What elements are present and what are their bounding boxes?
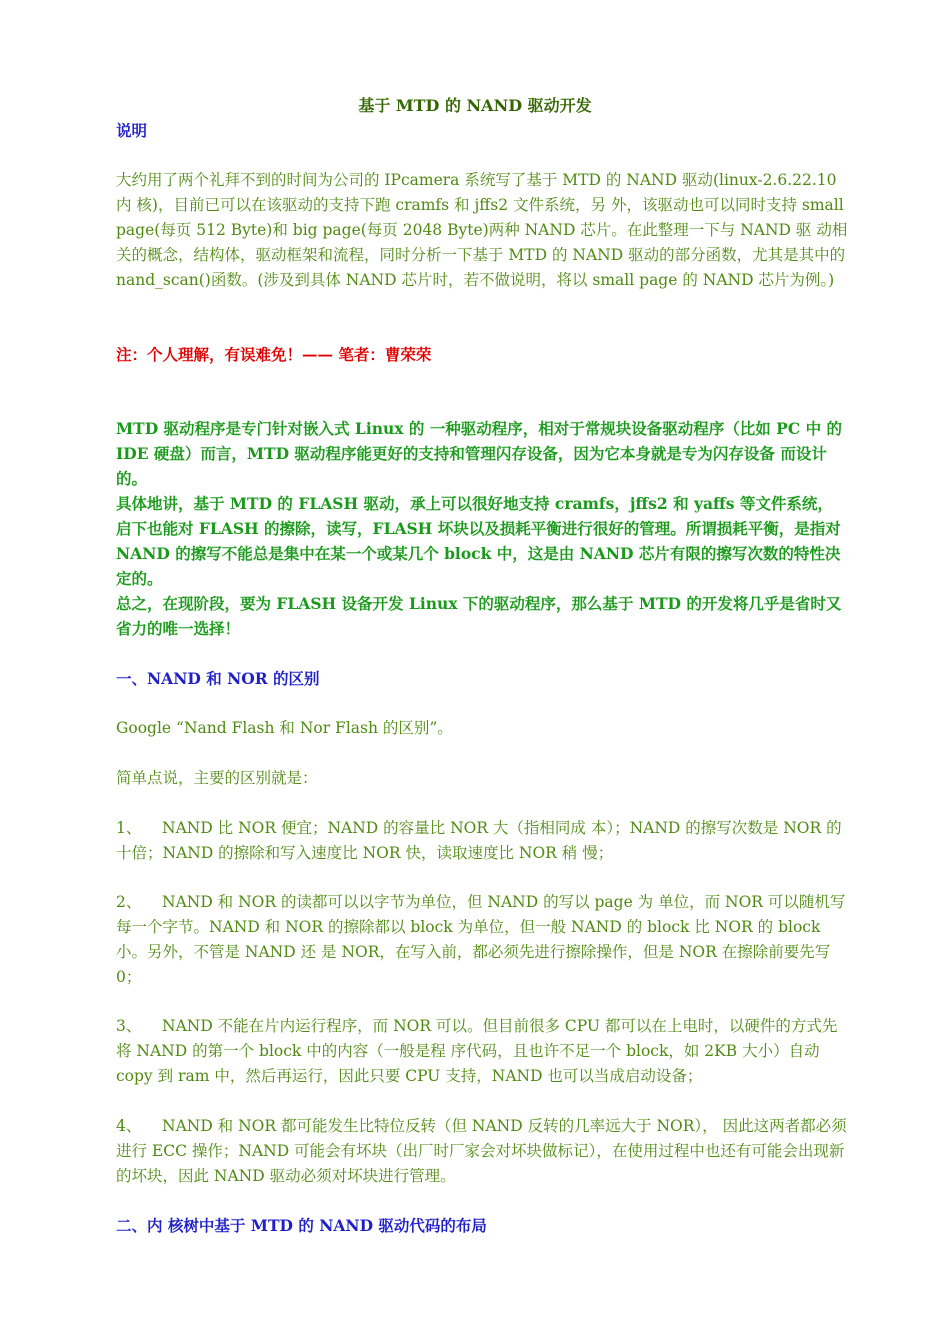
list-item-text: NAND 和 NOR 的读都可以以字节为单位，但 NAND 的写以 page 为 单位，而 NOR 可以随机写每一个字节。NAND 和 NOR 的擦除都以 block 为单位，但一般 NAND 的 block 比 NOR 的 block 小。另外，不管是 NAND 还 是 NOR，在写入前，都必须先进行擦除操作，但是 NOR 在擦除前要先写 0； xyxy=(116,893,846,986)
list-item xyxy=(116,816,848,866)
list-item-text: NAND 不能在片内运行程序，而 NOR 可以。但目前很多 CPU 都可以在上电时，以硬件的方式先将 NAND 的第一个 block 中的内容（一般是程 序代码，且也许不足一个 block，如 2KB 大小）自动 copy 到 ram 中，然后再运行，因此只要 CPU 支持，NAND 也可以当成启动设备； xyxy=(116,1017,838,1085)
list-item-number: 2、 xyxy=(116,893,142,911)
summary-intro: 简单点说，主要的区别就是： xyxy=(116,769,318,787)
mtd-paragraph-2: 具体地讲，基于 MTD 的 FLASH 驱动，承上可以很好地支持 cramfs，jffs2 和 yaffs 等文件系统，启下也能对 FLASH 的擦除，读写，FLASH 坏块以及损耗平衡进行很好的管理。所谓损耗平衡，是指对 NAND 的擦写不能总是集中在某一个或某几个 block 中，这是由 NAND 芯片有限的擦写次数的特性决定的。 xyxy=(116,494,841,588)
author-note: 注：个人理解，有误难免！—— 笔者：曹荣荣 xyxy=(116,345,432,364)
mtd-paragraph-1: MTD 驱动程序是专门针对嵌入式 Linux 的 一种驱动程序，相对于常规块设备驱动程序（比如 PC 中 的 IDE 硬盘）而言，MTD 驱动程序能更好的支持和管理闪存设备，因为它本身就是专为闪存设备 而设计的。 xyxy=(116,419,842,488)
list-item xyxy=(116,1014,848,1089)
intro-paragraph: 大约用了两个礼拜不到的时间为公司的 IPcamera 系统写了基于 MTD 的 NAND 驱动(linux-2.6.22.10 内 核)，目前已可以在该驱动的支持下跑 cramfs 和 jffs2 文件系统，另 外，该驱动也可以同时支持 small page(每页 512 Byte)和 big page(每页 2048 Byte)两种 NAND 芯片。在此整理一下与 NAND 驱 动相关的概念，结构体，驱动框架和流程，同时分析一下基于 MTD 的 NAND 驱动的部分函数，尤其是其中的 nand_scan()函数。(涉及到具体 NAND 芯片时，若不做说明，将以 small page 的 NAND 芯片为例。) xyxy=(116,171,848,289)
intro-heading: 说明 xyxy=(116,121,148,140)
list-item-number: 1、 xyxy=(116,819,142,837)
list-item-number: 4、 xyxy=(116,1117,142,1135)
google-line: Google “Nand Flash 和 Nor Flash 的区别”。 xyxy=(116,719,453,737)
section-heading-2: 二、内 核树中基于 MTD 的 NAND 驱动代码的布局 xyxy=(116,1216,487,1235)
list-item xyxy=(116,1114,848,1189)
list-item xyxy=(116,890,848,990)
document-title: 基于 MTD 的 NAND 驱动开发 xyxy=(358,96,592,115)
list-item-number: 3、 xyxy=(116,1017,142,1035)
section-heading-1: 一、NAND 和 NOR 的区别 xyxy=(116,669,320,688)
list-item-text: NAND 和 NOR 都可能发生比特位反转（但 NAND 反转的几率远大于 NOR）， 因此这两者都必须进行 ECC 操作；NAND 可能会有坏块（出厂时厂家会对坏块做标记），在使用过程中也还有可能会出现新的坏块，因此 NAND 驱动必须对坏块进行管理。 xyxy=(116,1117,847,1185)
list-item-text: NAND 比 NOR 便宜；NAND 的容量比 NOR 大（指相同成 本）；NAND 的擦写次数是 NOR 的十倍；NAND 的擦除和写入速度比 NOR 快，读取速度比 NOR 稍 慢； xyxy=(116,819,842,862)
mtd-paragraph-3: 总之，在现阶段，要为 FLASH 设备开发 Linux 下的驱动程序，那么基于 MTD 的开发将几乎是省时又省力的唯一选择！ xyxy=(116,594,842,638)
